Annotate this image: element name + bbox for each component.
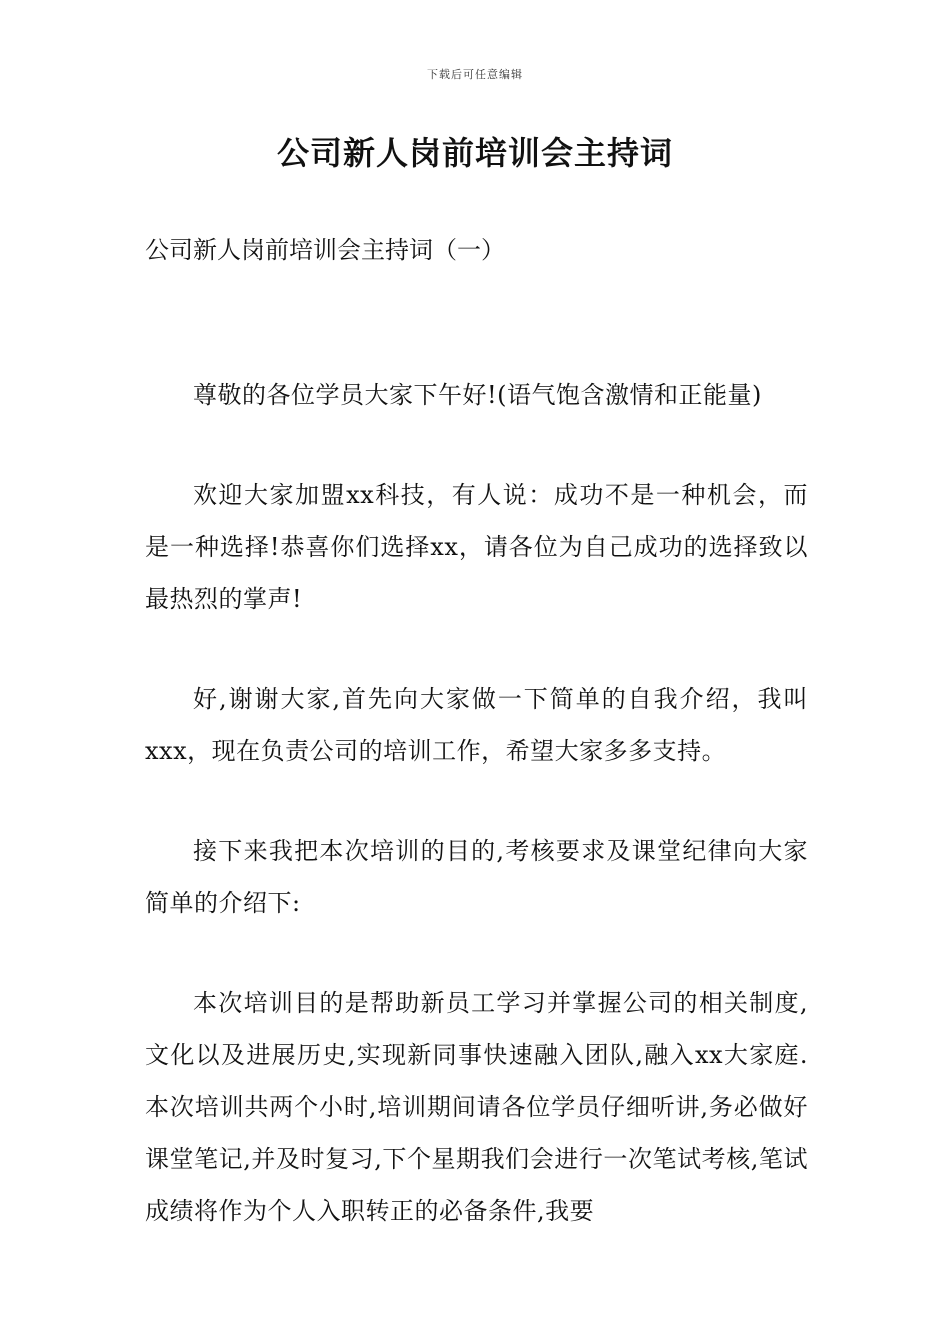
- section-heading: 公司新人岗前培训会主持词（一）: [145, 236, 505, 264]
- paragraph-welcome: 欢迎大家加盟xx科技，有人说：成功不是一种机会，而是一种选择!恭喜你们选择xx，请各位为自己成功的选择致以最热烈的掌声!: [145, 481, 808, 613]
- paragraph-self-introduction: 好,谢谢大家,首先向大家做一下简单的自我介绍，我叫xxx，现在负责公司的培训工作，希望大家多多支持。: [145, 685, 808, 765]
- paragraph-training-purpose: 本次培训目的是帮助新员工学习并掌握公司的相关制度,文化以及进展历史,实现新同事快速融入团队,融入xx大家庭.本次培训共两个小时,培训期间请各位学员仔细听讲,务必做好课堂笔记,并及时复习,下个星期我们会进行一次笔试考核,笔试成绩将作为个人入职转正的必备条件,我要: [145, 989, 808, 1225]
- document-title: 公司新人岗前培训会主持词: [276, 134, 673, 172]
- document-body: [145, 369, 808, 1285]
- paragraph-agenda: 接下来我把本次培训的目的,考核要求及课堂纪律向大家简单的介绍下:: [145, 837, 808, 917]
- header-note: 下载后可任意编辑: [427, 68, 523, 81]
- paragraph-greeting: 尊敬的各位学员大家下午好!(语气饱含激情和正能量): [193, 381, 762, 409]
